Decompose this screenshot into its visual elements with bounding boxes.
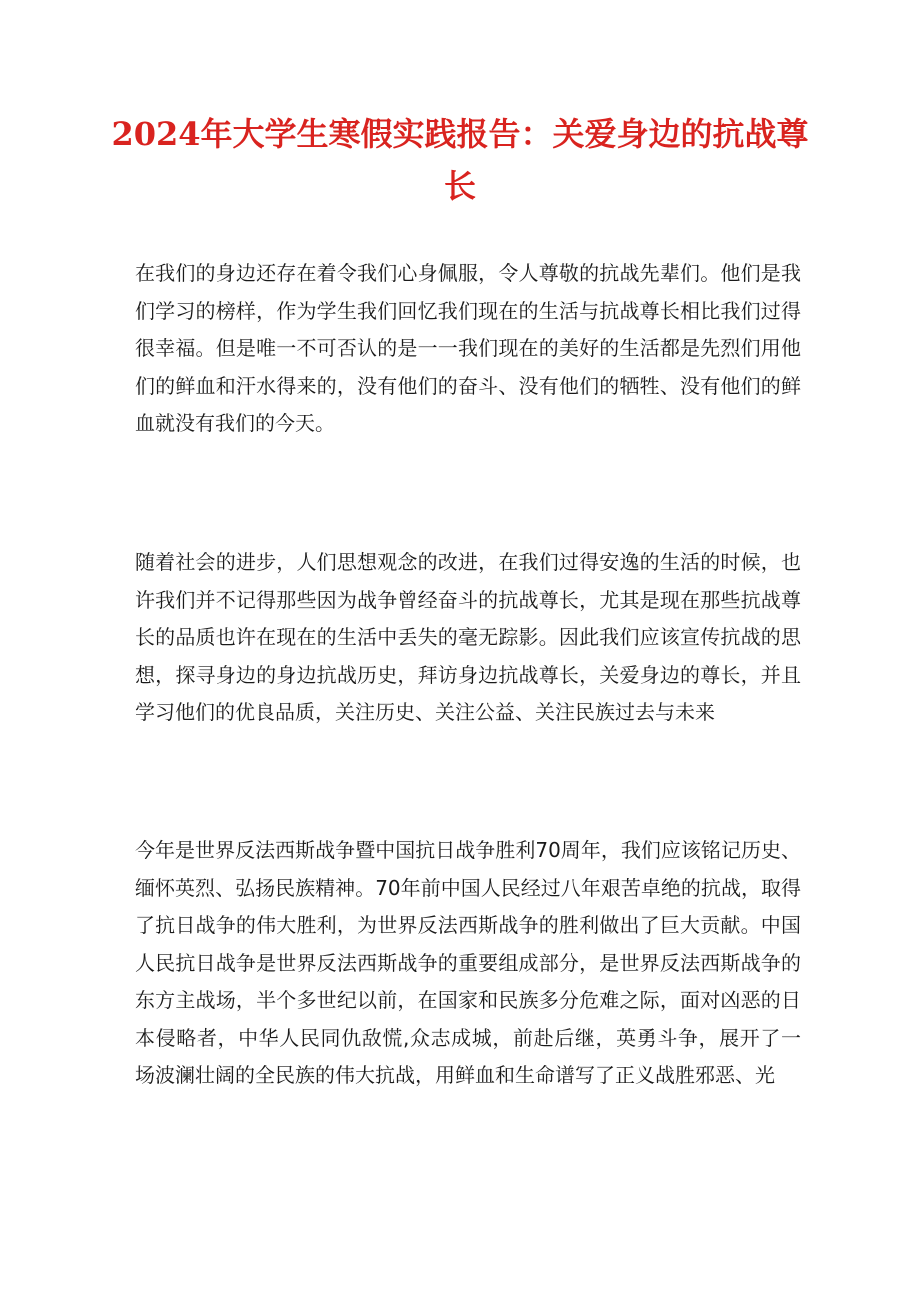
body-paragraph: 在我们的身边还存在着令我们心身佩服，令人尊敬的抗战先辈们。他们是我们学习的榜样，作为学生我们回忆我们现在的生活与抗战尊长相比我们过得很幸福。但是唯一不可否认的是一一我们现在的美好的生活都是先烈们用他们的鲜血和汗水得来的，没有他们的奋斗、没有他们的牺牲、没有他们的鲜血就没有我们的今天。 — [135, 261, 801, 435]
document-title: 2024年大学生寒假实践报告：关爱身边的抗战尊长 — [111, 115, 809, 205]
body-paragraph: 今年是世界反法西斯战争暨中国抗日战争胜利70周年，我们应该铭记历史、缅怀英烈、弘扬民族精神。70年前中国人民经过八年艰苦卓绝的抗战，取得了抗日战争的伟大胜利，为世界反法西斯战争的胜利做出了巨大贡献。中国人民抗日战争是世界反法西斯战争的重要组成部分，是世界反法西斯战争的东方主战场，半个多世纪以前，在国家和民族多分危难之际，面对凶恶的日本侵略者，中华人民同仇敌慌,众志成城，前赴后继，英勇斗争，展开了一场波澜壮阔的全民族的伟大抗战，用鲜血和生命谱写了正义战胜邪恶、光 — [135, 838, 801, 1087]
body-paragraph: 随着社会的进步，人们思想观念的改进，在我们过得安逸的生活的时候，也许我们并不记得那些因为战争曾经奋斗的抗战尊长，尤其是现在那些抗战尊长的品质也许在现在的生活中丢失的毫无踪影。因此我们应该宣传抗战的思想，探寻身边的身边抗战历史，拜访身边抗战尊长，关爱身边的尊长，并且学习他们的优良品质，关注历史、关注公益、关注民族过去与未来 — [135, 550, 801, 724]
